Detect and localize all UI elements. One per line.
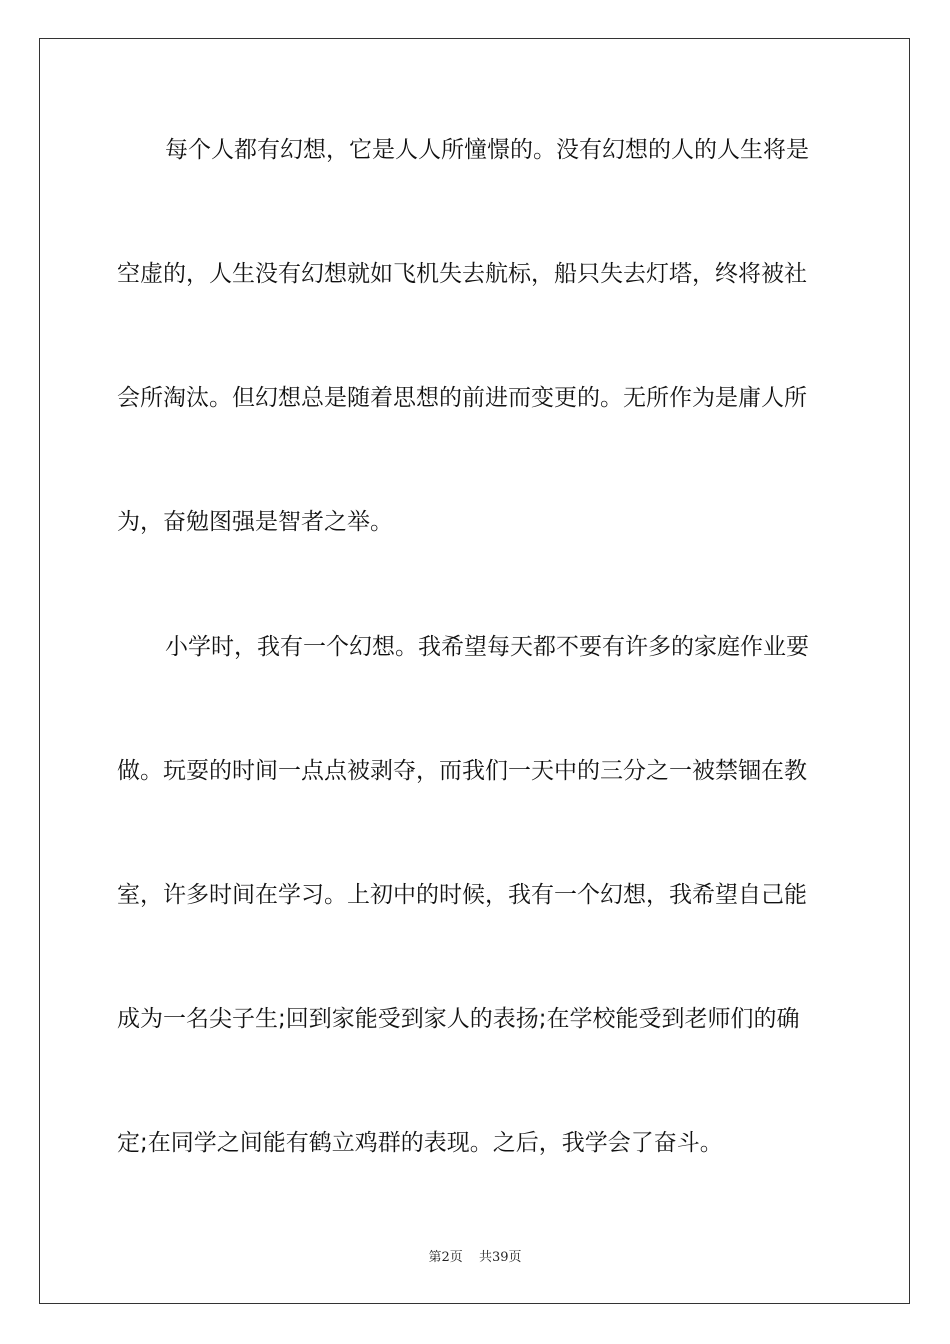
text-line: 小学时，我有一个幻想。我希望每天都不要有许多的家庭作业要 [165, 634, 809, 660]
page-footer [0, 1248, 950, 1268]
text-line: 定;在同学之间能有鹤立鸡群的表现。之后，我学会了奋斗。 [117, 1130, 723, 1156]
text-line: 室，许多时间在学习。上初中的时候，我有一个幻想，我希望自己能 [117, 882, 807, 908]
text-line: 每个人都有幻想，它是人人所憧憬的。没有幻想的人的人生将是 [165, 137, 809, 163]
page-frame [39, 38, 910, 1304]
text-line: 成为一名尖子生;回到家能受到家人的表扬;在学校能受到老师们的确 [117, 1006, 800, 1032]
page-number: 第2页 [428, 1250, 463, 1265]
text-line: 为，奋勉图强是智者之举。 [117, 509, 393, 535]
text-line: 会所淘汰。但幻想总是随着思想的前进而变更的。无所作为是庸人所 [117, 385, 807, 411]
total-pages: 共39页 [478, 1250, 522, 1265]
text-line: 做。玩耍的时间一点点被剥夺，而我们一天中的三分之一被禁锢在教 [117, 758, 807, 784]
text-line: 空虚的，人生没有幻想就如飞机失去航标，船只失去灯塔，终将被社 [117, 261, 807, 287]
